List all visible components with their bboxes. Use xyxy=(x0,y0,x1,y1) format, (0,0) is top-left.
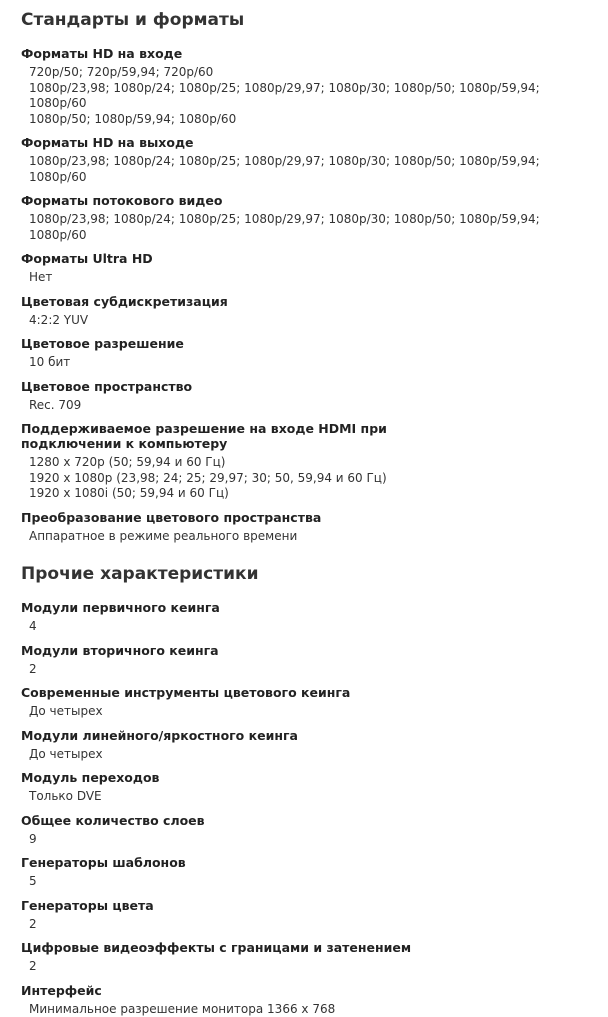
spec-value-line: 1080p/23,98; 1080p/24; 1080p/25; 1080p/29,97; 1080p/30; 1080p/50; 1080p/59,94; xyxy=(29,80,540,95)
spec-label: Модули первичного кеинга xyxy=(21,600,220,615)
spec-section xyxy=(21,562,588,1017)
spec-value-line: Аппаратное в режиме реального времени xyxy=(29,528,298,543)
spec-item xyxy=(21,983,588,1017)
spec-value-line: 9 xyxy=(29,831,37,846)
spec-label: Цифровые видеоэффекты с границами и затенением xyxy=(21,940,412,955)
spec-value-line: До четырех xyxy=(29,746,103,761)
spec-value-line: 2 xyxy=(29,661,37,676)
spec-item xyxy=(21,770,588,805)
spec-label: Поддерживаемое разрешение на входе HDMI при подключении к компьютеру xyxy=(21,421,387,451)
spec-values xyxy=(29,355,588,371)
spec-value-line: 1920 x 1080i (50; 59,94 и 60 Гц) xyxy=(29,486,229,500)
spec-value-line: Rec. 709 xyxy=(29,397,82,412)
spec-section xyxy=(21,8,588,544)
spec-values xyxy=(29,529,588,545)
spec-value-line: Минимальное разрешение монитора 1366 x 768 xyxy=(29,1001,336,1016)
spec-item xyxy=(21,193,588,243)
spec-value-line: Только DVE xyxy=(29,789,102,803)
spec-value-line: 1080p/60 xyxy=(29,227,87,242)
spec-value-line: 4 xyxy=(29,619,37,633)
spec-item xyxy=(21,940,588,975)
spec-label: Цветовое пространство xyxy=(21,378,193,394)
spec-label: Интерфейс xyxy=(21,982,102,998)
spec-item xyxy=(21,294,588,329)
spec-value-line: 1920 x 1080p (23,98; 24; 25; 29,97; 30; 50, 59,94 и 60 Гц) xyxy=(29,470,387,485)
spec-values xyxy=(29,747,588,763)
spec-label: Цветовое разрешение xyxy=(21,336,184,351)
spec-value-line: 2 xyxy=(29,916,37,931)
spec-item xyxy=(21,600,588,635)
spec-values xyxy=(29,704,588,720)
spec-item xyxy=(21,898,588,933)
spec-item xyxy=(21,336,588,371)
spec-value-line: 5 xyxy=(29,874,37,888)
spec-value-line: 1080p/60 xyxy=(29,96,87,110)
spec-value-line: 720p/50; 720p/59,94; 720p/60 xyxy=(29,65,214,79)
spec-values xyxy=(29,959,588,975)
spec-values xyxy=(29,917,588,933)
spec-item xyxy=(21,46,588,127)
spec-values xyxy=(29,662,588,678)
spec-value-line: Нет xyxy=(29,270,53,284)
spec-value-line: 1080p/23,98; 1080p/24; 1080p/25; 1080p/29,97; 1080p/30; 1080p/50; 1080p/59,94; xyxy=(29,212,540,226)
spec-label: Общее количество слоев xyxy=(21,812,205,828)
spec-label: Модули вторичного кеинга xyxy=(21,642,219,658)
spec-label: Генераторы шаблонов xyxy=(21,855,186,870)
section-title: Прочие характеристики xyxy=(21,564,259,584)
spec-values xyxy=(29,398,588,414)
spec-values xyxy=(29,212,588,243)
spec-values xyxy=(29,619,588,635)
spec-label: Цветовая субдискретизация xyxy=(21,293,228,309)
spec-label: Преобразование цветового пространства xyxy=(21,509,322,525)
spec-item xyxy=(21,251,588,286)
spec-item xyxy=(21,685,588,720)
spec-label: Модуль переходов xyxy=(21,770,160,785)
spec-values xyxy=(29,1002,588,1017)
spec-item xyxy=(21,379,588,414)
spec-label: Форматы HD на выходе xyxy=(21,135,194,150)
spec-value-line: 10 бит xyxy=(29,355,71,369)
spec-label: Модули линейного/яркостного кеинга xyxy=(21,727,298,743)
spec-values xyxy=(29,455,588,502)
spec-value-line: 1080p/50; 1080p/59,94; 1080p/60 xyxy=(29,111,237,126)
spec-item xyxy=(21,855,588,890)
spec-item xyxy=(21,510,588,545)
spec-value-line: 1080p/60 xyxy=(29,169,87,184)
spec-label: Современные инструменты цветового кеинга xyxy=(21,685,351,700)
spec-label: Форматы потокового видео xyxy=(21,193,223,208)
spec-values xyxy=(29,874,588,890)
section-title: Стандарты и форматы xyxy=(21,10,245,30)
spec-value-line: 1280 x 720p (50; 59,94 и 60 Гц) xyxy=(29,455,226,469)
spec-item xyxy=(21,643,588,678)
spec-label: Форматы Ultra HD xyxy=(21,251,153,266)
spec-item xyxy=(21,813,588,848)
spec-item xyxy=(21,421,588,502)
spec-values xyxy=(29,65,588,127)
spec-value-line: До четырех xyxy=(29,704,103,718)
spec-values xyxy=(29,154,588,185)
spec-values xyxy=(29,313,588,329)
spec-label: Генераторы цвета xyxy=(21,897,154,913)
spec-item xyxy=(21,135,588,185)
spec-label: Форматы HD на входе xyxy=(21,46,183,61)
spec-value-line: 2 xyxy=(29,959,37,973)
spec-value-line: 4:2:2 YUV xyxy=(29,312,89,327)
spec-values xyxy=(29,270,588,286)
spec-values xyxy=(29,832,588,848)
spec-values xyxy=(29,789,588,805)
spec-value-line: 1080p/23,98; 1080p/24; 1080p/25; 1080p/29,97; 1080p/30; 1080p/50; 1080p/59,94; xyxy=(29,154,540,168)
spec-item xyxy=(21,728,588,763)
